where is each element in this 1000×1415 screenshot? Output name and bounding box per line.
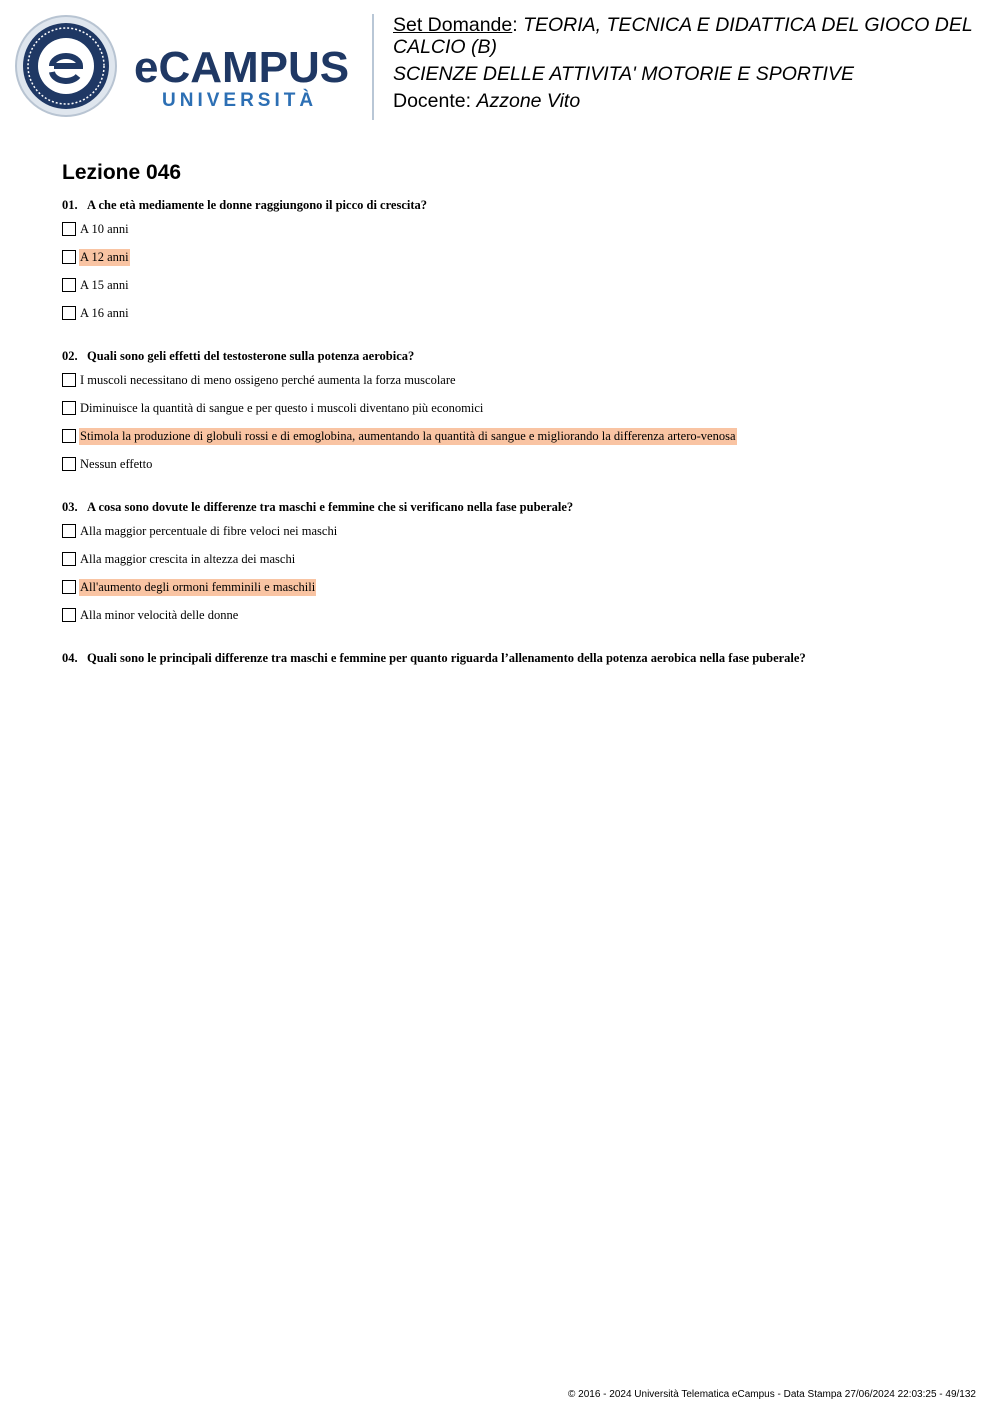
answer-checkbox[interactable] xyxy=(62,608,76,622)
answer-checkbox[interactable] xyxy=(62,580,76,594)
answer-option[interactable] xyxy=(62,305,130,321)
question-text: Quali sono geli effetti del testosterone sulla potenza aerobica? xyxy=(87,349,415,363)
answer-option[interactable] xyxy=(62,456,153,472)
answer-option[interactable] xyxy=(62,249,130,265)
logo-brand-text: eCAMPUS xyxy=(134,43,350,92)
ecampus-logo xyxy=(14,14,359,118)
question-text: Quali sono le principali differenze tra maschi e femmine per quanto riguarda l’allenamento della potenza aerobica nella fase puberale? xyxy=(87,651,806,665)
answer-checkbox[interactable] xyxy=(62,457,76,471)
teacher-line xyxy=(393,90,983,112)
logo-sub-text: UNIVERSITÀ xyxy=(162,90,318,111)
question-3 xyxy=(62,500,573,515)
answer-text: Alla maggior crescita in altezza dei maschi xyxy=(80,551,296,566)
answer-checkbox[interactable] xyxy=(62,429,76,443)
question-text: A cosa sono dovute le differenze tra maschi e femmine che si verificano nella fase puberale? xyxy=(87,500,574,514)
question-number: 03. xyxy=(62,500,78,514)
answer-text: I muscoli necessitano di meno ossigeno perché aumenta la forza muscolare xyxy=(80,372,456,387)
answer-text-highlighted: Stimola la produzione di globuli rossi e di emoglobina, aumentando la quantità di sangue e migliorando la differenza artero-venosa xyxy=(80,428,736,443)
answer-text: Alla maggior percentuale di fibre veloci nei maschi xyxy=(80,523,338,538)
answer-text: A 15 anni xyxy=(80,277,129,292)
question-4 xyxy=(62,651,806,666)
answer-option[interactable] xyxy=(62,372,457,388)
teacher-label: Docente: xyxy=(393,90,477,112)
answer-checkbox[interactable] xyxy=(62,250,76,264)
answer-option[interactable] xyxy=(62,551,296,567)
course-name-line1: TEORIA, TECNICA E DIDATTICA DEL GIOCO DEL xyxy=(523,14,973,36)
answer-text-highlighted: All'aumento degli ormoni femminili e maschili xyxy=(80,579,316,594)
answer-checkbox[interactable] xyxy=(62,306,76,320)
teacher-name: Azzone Vito xyxy=(476,90,581,112)
question-number: 01. xyxy=(62,198,78,212)
answer-option[interactable] xyxy=(62,607,239,623)
question-number: 04. xyxy=(62,651,78,665)
question-text: A che età mediamente le donne raggiungono il picco di crescita? xyxy=(87,198,428,212)
answer-text: Alla minor velocità delle donne xyxy=(80,607,239,622)
degree-name xyxy=(393,63,983,85)
question-2 xyxy=(62,349,414,364)
answer-text: Nessun effetto xyxy=(80,456,153,471)
answer-checkbox[interactable] xyxy=(62,401,76,415)
answer-checkbox[interactable] xyxy=(62,552,76,566)
ecampus-seal-icon xyxy=(16,16,116,116)
answer-text: A 10 anni xyxy=(80,221,129,236)
degree-text: SCIENZE DELLE ATTIVITA' MOTORIE E SPORTIVE xyxy=(393,63,854,85)
page-footer: © 2016 - 2024 Università Telematica eCampus - Data Stampa 27/06/2024 22:03:25 - 49/132 xyxy=(568,1389,976,1400)
set-label: Set Domande xyxy=(393,14,513,36)
answer-checkbox[interactable] xyxy=(62,278,76,292)
answer-text-highlighted: A 12 anni xyxy=(80,249,129,264)
header-divider xyxy=(372,14,374,120)
course-name-line2: CALCIO (B) xyxy=(393,36,498,58)
answer-option[interactable] xyxy=(62,523,338,539)
set-separator: : xyxy=(512,14,524,36)
answer-text: Diminuisce la quantità di sangue e per questo i muscoli diventano più economici xyxy=(80,400,484,415)
question-1 xyxy=(62,198,427,213)
answer-option[interactable] xyxy=(62,277,130,293)
lesson-title: Lezione 046 xyxy=(62,161,182,184)
question-number: 02. xyxy=(62,349,78,363)
answer-checkbox[interactable] xyxy=(62,373,76,387)
answer-checkbox[interactable] xyxy=(62,222,76,236)
answer-checkbox[interactable] xyxy=(62,524,76,538)
course-title xyxy=(393,14,983,58)
answer-option[interactable] xyxy=(62,221,130,237)
answer-option[interactable] xyxy=(62,579,316,595)
answer-option[interactable] xyxy=(62,428,737,444)
header-info xyxy=(393,14,983,117)
answer-option[interactable] xyxy=(62,400,484,416)
answer-text: A 16 anni xyxy=(80,305,129,320)
